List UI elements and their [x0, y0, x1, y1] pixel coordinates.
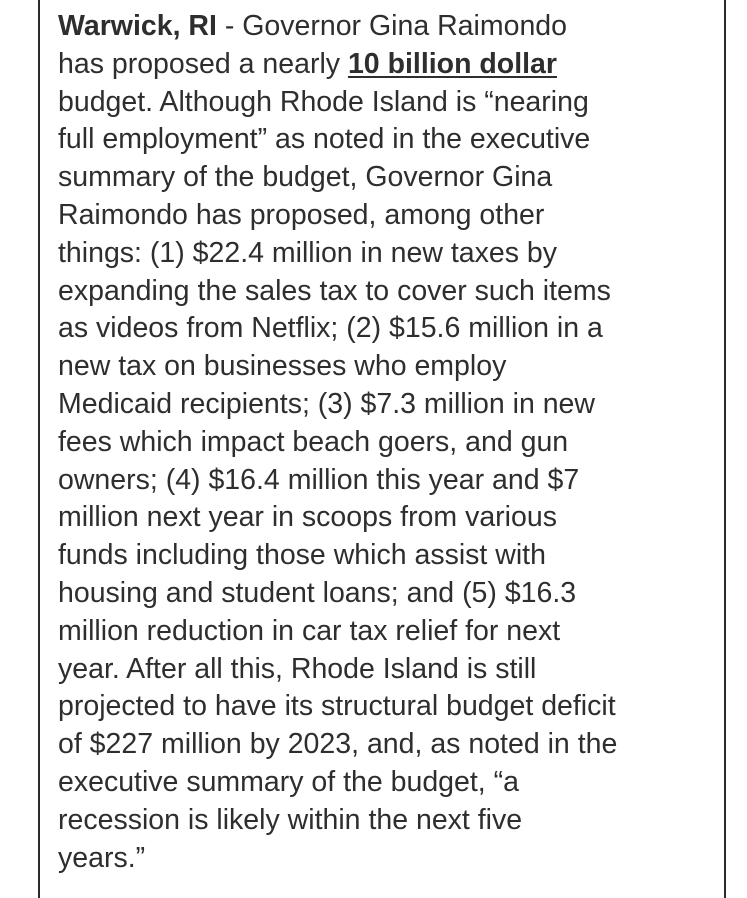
- dateline-separator: -: [216, 10, 243, 42]
- article-body: budget. Although Rhode Island is “nearing full employment” as noted in the executive summary of the budget, Governor Gina Raimondo has proposed, among other things: (1) $22.4 million in new taxes by expanding the sales tax to cover such items as videos from Netflix; (2) $15.6 million in a new tax on businesses who employ Medicaid recipients; (3) $7.3 million in new fees which impact beach goers, and gun owners; (4) $16.4 million this year and $7 million next year in scoops from various funds including those which assist with housing and student loans; and (5) $16.3 million reduction in car tax relief for next year. After all this, Rhode Island is still projected to have its structural budget deficit of $227 million by 2023, and, as noted in the executive summary of the budget, “a recession is likely within the next five years.”: [58, 85, 618, 874]
- budget-amount-emphasis: 10 billion dollar: [347, 47, 557, 80]
- article-line-1: Governor Gina Raimondo: [242, 10, 567, 42]
- dateline: Warwick, RI: [58, 10, 217, 42]
- article-line-2: has proposed a nearly: [58, 47, 348, 80]
- article-text: [58, 8, 718, 877]
